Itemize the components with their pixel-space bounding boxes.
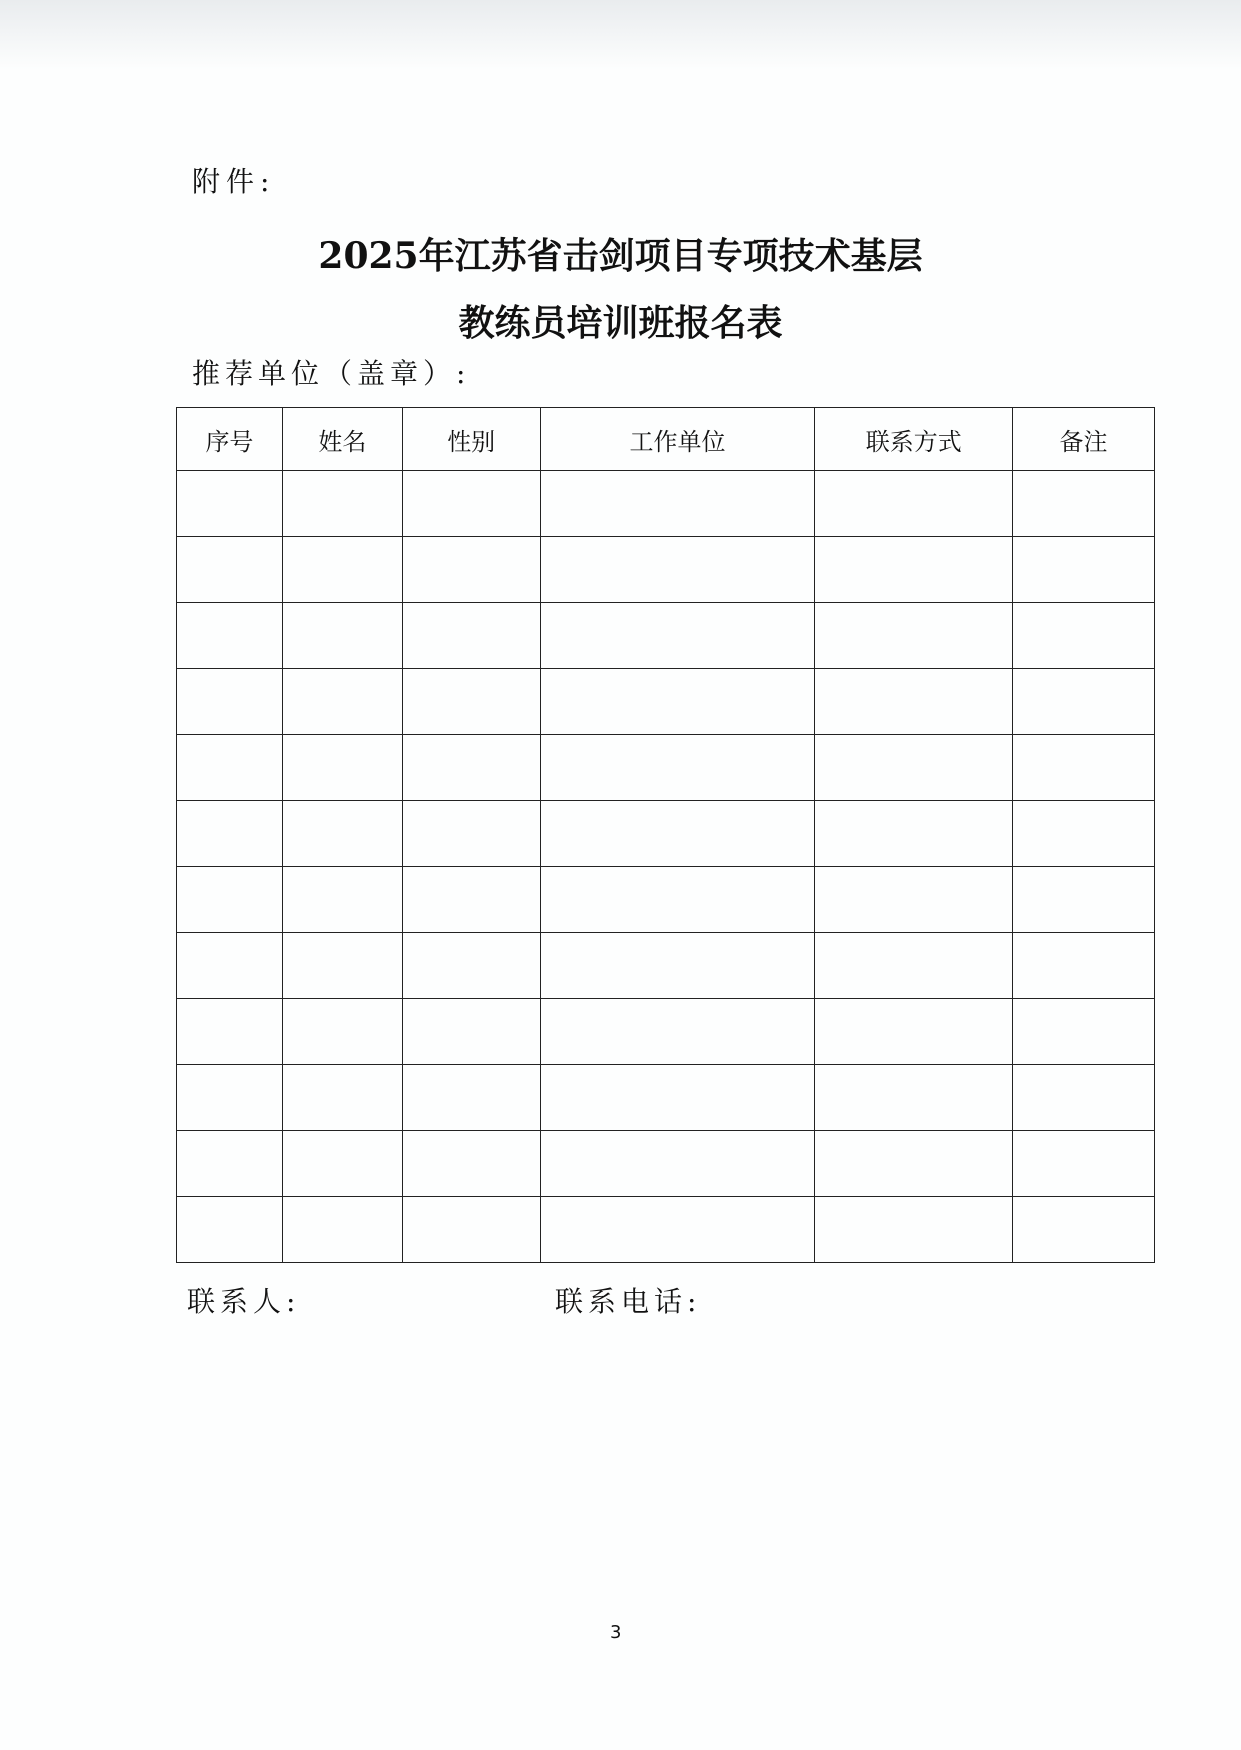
table-row xyxy=(177,471,1155,537)
recommending-unit-label: 推荐单位（盖章）: xyxy=(192,357,471,390)
attachment-label: 附件: xyxy=(192,165,276,198)
table-row xyxy=(177,999,1155,1065)
table-cell xyxy=(177,933,283,999)
table-cell xyxy=(282,933,402,999)
table-cell xyxy=(540,1197,815,1263)
table-cell xyxy=(540,933,815,999)
table-cell xyxy=(1013,999,1155,1065)
table-cell xyxy=(540,1065,815,1131)
table-cell xyxy=(815,933,1013,999)
table-cell xyxy=(282,735,402,801)
page-number: 3 xyxy=(610,1622,622,1643)
contact-person-label: 联系人: xyxy=(187,1285,301,1318)
header-gender: 性别 xyxy=(402,408,540,471)
table-cell xyxy=(402,471,540,537)
table-cell xyxy=(540,1131,815,1197)
table-cell xyxy=(540,867,815,933)
table-cell xyxy=(282,669,402,735)
table-cell xyxy=(1013,867,1155,933)
table-cell xyxy=(402,933,540,999)
registration-table xyxy=(176,407,1155,1263)
table-cell xyxy=(815,603,1013,669)
table-cell xyxy=(540,537,815,603)
table-cell xyxy=(282,1131,402,1197)
table-cell xyxy=(540,669,815,735)
table-cell xyxy=(177,603,283,669)
table-cell xyxy=(1013,669,1155,735)
table-cell xyxy=(815,537,1013,603)
table-cell xyxy=(282,471,402,537)
table-cell xyxy=(1013,1131,1155,1197)
table-row xyxy=(177,801,1155,867)
table-cell xyxy=(282,801,402,867)
table-cell xyxy=(815,867,1013,933)
table-cell xyxy=(540,471,815,537)
table-row xyxy=(177,537,1155,603)
table-cell xyxy=(402,537,540,603)
table-cell xyxy=(177,801,283,867)
document-title-line2: 教练员培训班报名表 xyxy=(458,302,783,344)
table-cell xyxy=(282,867,402,933)
table-cell xyxy=(402,867,540,933)
header-work-unit: 工作单位 xyxy=(540,408,815,471)
table-row xyxy=(177,603,1155,669)
table-cell xyxy=(282,603,402,669)
table-cell xyxy=(177,999,283,1065)
table-cell xyxy=(815,999,1013,1065)
table-row xyxy=(177,1197,1155,1263)
table-cell xyxy=(177,735,283,801)
table-cell xyxy=(402,735,540,801)
table-cell xyxy=(177,537,283,603)
table-cell xyxy=(402,1065,540,1131)
table-cell xyxy=(402,801,540,867)
table-cell xyxy=(1013,933,1155,999)
table-cell xyxy=(402,999,540,1065)
table-cell xyxy=(1013,735,1155,801)
table-row xyxy=(177,933,1155,999)
table-cell xyxy=(1013,801,1155,867)
table-cell xyxy=(815,1197,1013,1263)
table-cell xyxy=(815,1131,1013,1197)
table-cell xyxy=(177,1065,283,1131)
table-cell xyxy=(540,735,815,801)
table-cell xyxy=(282,999,402,1065)
table-cell xyxy=(815,471,1013,537)
table-row xyxy=(177,735,1155,801)
table-row xyxy=(177,1065,1155,1131)
table-cell xyxy=(815,735,1013,801)
table-row xyxy=(177,867,1155,933)
table-cell xyxy=(177,471,283,537)
table-cell xyxy=(282,1197,402,1263)
table-cell xyxy=(815,801,1013,867)
table-row xyxy=(177,669,1155,735)
table-cell xyxy=(1013,1065,1155,1131)
table-cell xyxy=(177,1131,283,1197)
table-cell xyxy=(1013,471,1155,537)
table-cell xyxy=(177,1197,283,1263)
table-cell xyxy=(1013,603,1155,669)
table-cell xyxy=(282,1065,402,1131)
table-header-row xyxy=(177,408,1155,471)
header-name: 姓名 xyxy=(282,408,402,471)
table-cell xyxy=(402,1197,540,1263)
contact-phone-label: 联系电话: xyxy=(555,1285,702,1318)
table-cell xyxy=(402,1131,540,1197)
table-cell xyxy=(402,603,540,669)
table-cell xyxy=(402,669,540,735)
table-cell xyxy=(540,801,815,867)
scan-shading xyxy=(0,0,1241,70)
table-cell xyxy=(177,669,283,735)
table-cell xyxy=(177,867,283,933)
table-row xyxy=(177,1131,1155,1197)
table-cell xyxy=(1013,1197,1155,1263)
table-cell xyxy=(540,603,815,669)
table-cell xyxy=(815,669,1013,735)
table-cell xyxy=(540,999,815,1065)
header-index: 序号 xyxy=(177,408,283,471)
table-cell xyxy=(815,1065,1013,1131)
table-cell xyxy=(1013,537,1155,603)
table-cell xyxy=(282,537,402,603)
header-contact: 联系方式 xyxy=(815,408,1013,471)
header-remarks: 备注 xyxy=(1013,408,1155,471)
document-title-line1: 2025年江苏省击剑项目专项技术基层 xyxy=(318,235,923,277)
